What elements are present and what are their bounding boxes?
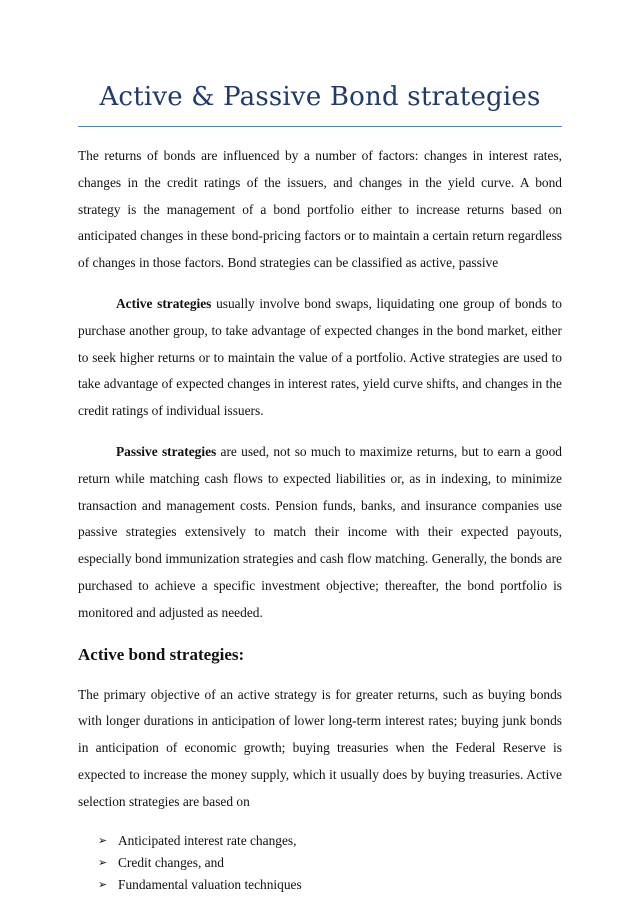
- intro-paragraph: The returns of bonds are influenced by a number of factors: changes in interest rates, changes in the credit ratings of the issuers, and changes in the yield curve. A bond strategy is the management of a bond portfolio either to increase returns based on anticipated changes in these bond-pricing factors or to maintain a certain return regardless of changes in those factors. Bond strategies can be classified as active, passive: [78, 148, 562, 271]
- section-paragraph: The primary objective of an active strategy is for greater returns, such as buying bonds with longer durations in anticipation of lower long-term interest rates; buying junk bonds in anticipation of economic growth; buying treasuries when the Federal Reserve is expected to increase the money supply, which it usually does by buying treasuries. Active selection strategies are based on: [78, 686, 562, 809]
- list-item-text: Anticipated interest rate changes,: [118, 832, 297, 848]
- list-item: [98, 874, 562, 896]
- passive-strategies-paragraph: [78, 439, 562, 627]
- arrow-bullet-icon: ➢: [98, 877, 108, 891]
- arrow-bullet-icon: ➢: [98, 833, 108, 847]
- active-strategies-lead: Active strategies: [116, 295, 212, 311]
- title-divider: [78, 126, 562, 127]
- section-heading: Active bond strategies:: [78, 644, 245, 664]
- list-item: [98, 830, 562, 852]
- passive-strategies-text: are used, not so much to maximize returns, but to earn a good return while matching cash flows to expected liabilities or, as in indexing, to minimize transaction and management costs. Pension funds, banks, and insurance companies use passive strategies extensively to match their income with their expected payouts, especially bond immunization strategies and cash flow matching. Generally, the bonds are purchased to achieve a specific investment objective; thereafter, the bond portfolio is monitored and adjusted as needed.: [78, 443, 562, 620]
- active-strategies-text: usually involve bond swaps, liquidating one group of bonds to purchase another group, to take advantage of expected changes in the bond market, either to seek higher returns or to maintain the value of a portfolio. Active strategies are used to take advantage of expected changes in interest rates, yield curve shifts, and changes in the credit ratings of individual issuers.: [78, 295, 562, 419]
- list-item: [98, 852, 562, 874]
- active-strategies-paragraph: [78, 291, 562, 425]
- document-page: [78, 0, 562, 896]
- list-item-text: Credit changes, and: [118, 854, 224, 870]
- bullet-list: [78, 830, 562, 896]
- document-title: Active & Passive Bond strategies: [99, 82, 541, 112]
- list-item-text: Fundamental valuation techniques: [118, 876, 302, 892]
- passive-strategies-lead: Passive strategies: [116, 443, 217, 459]
- arrow-bullet-icon: ➢: [98, 855, 108, 869]
